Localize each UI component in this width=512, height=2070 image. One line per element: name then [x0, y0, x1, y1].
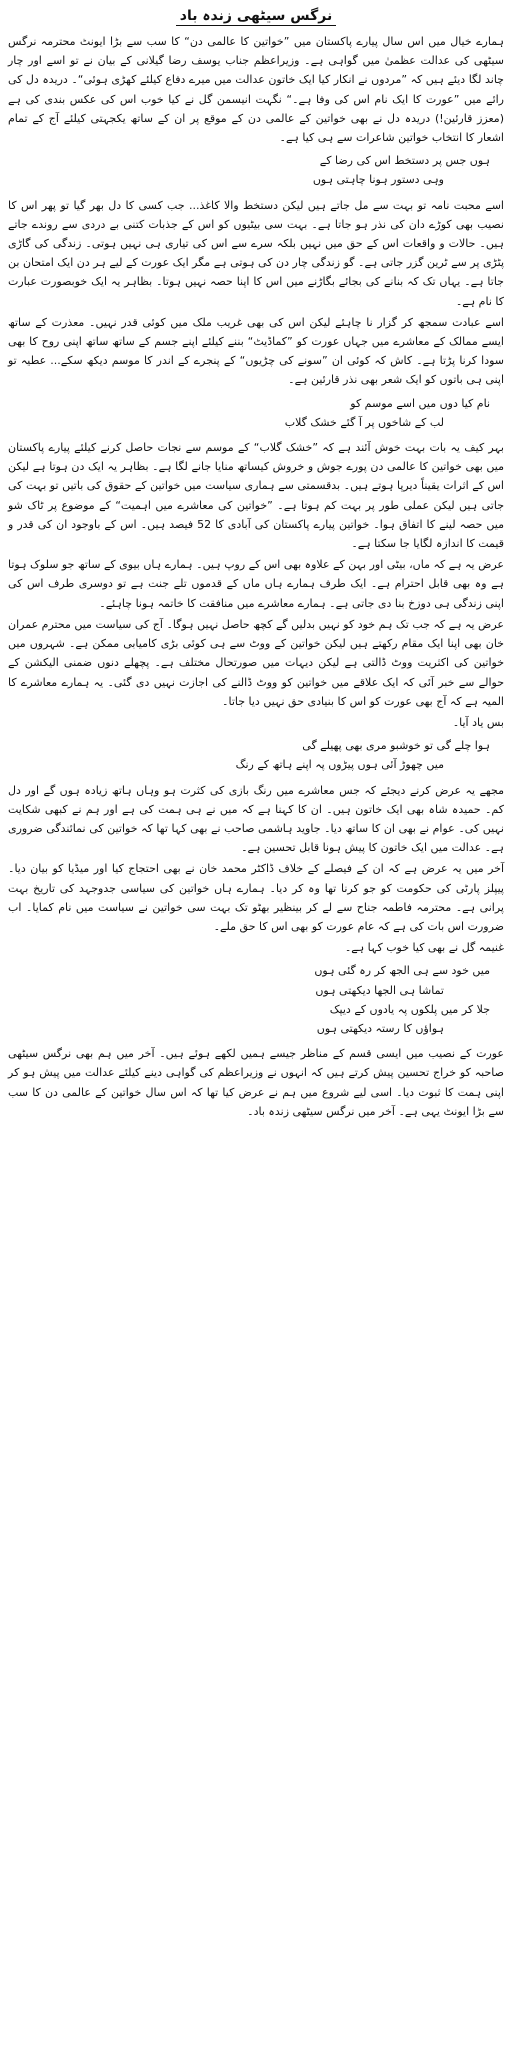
verse-1	[8, 151, 504, 189]
paragraph-4: بہر کیف یہ بات بہت خوش آئند ہے کہ ”خشک گلاب“ کے موسم سے نجات حاصل کرنے کیلئے پیارے پاکستان میں بھی خواتین کا عالمی دن پورے جوش و خروش کیساتھ منایا جانے لگا ہے۔ بظاہر یہ ایک دن ہوتا ہے لیکن اس کے اثرات یقیناً دیرپا ہوتے ہیں۔ بدقسمتی سے ہماری سیاست میں خواتین کے حقوق کی باتیں تو بہت کی جاتی ہیں لیکن عملی طور پر بہت کم ہوتا ہے۔ ”خواتین کی معاشرے میں اہمیت“ کے موضوع پر ٹاک شو میں حصہ لینے کا اتفاق ہوا۔ خواتین پیارے پاکستان کی آبادی کا 52 فیصد ہیں۔ اس کے باوجود ان کی قدر و قیمت کا اندازہ لگایا جا سکتا ہے۔	[8, 441, 504, 551]
paragraph-1: ہمارے خیال میں اس سال پیارے پاکستان میں ”خواتین کا عالمی دن“ کا سب سے بڑا ایونٹ محترمہ نرگس سیٹھی کی عدالت عظمیٰ میں گواہی ہے۔ وزیراعظم جناب یوسف رضا گیلانی کے بیان نے تو اسے اور چار چاند لگا دیئے ہیں کہ ”مردوں نے انکار کیا ایک خاتون عدالت میں میرے دفاع کیلئے کھڑی ہوئی“۔ دریدہ دل کی رائے میں ”عورت کا ایک نام اس کی وفا ہے۔“ نگہت انیسمن گل نے کیا خوب اس کی عکس بندی کی ہے (معزز قارئین!) دریدہ دل نے بھی خواتین کے عالمی دن کے موقع پر ان کے ساتھ یکجہتی کیلئے آج کے تمام اشعار کا انتخاب خواتین شاعرات سے ہی کیا ہے۔	[8, 35, 504, 145]
article-title	[8, 6, 504, 26]
article-title-text: نرگس سیٹھی زندہ باد	[176, 8, 336, 26]
verse-4	[8, 961, 504, 1038]
extra-line-1: بس یاد آیا۔	[452, 715, 504, 729]
paragraph-2: اسے محبت نامہ تو بہت سے مل جاتے ہیں لیکن دستخط والا کاغذ... جب کسی کا دل بھر گیا تو پھر اس کا نصیب بھی کوڑے دان کی نذر ہو جاتا ہے۔ بہت سی بیٹیوں کو اس کے جذبات کتنی بے دردی سے روندے جاتے ہیں۔ حالات و واقعات اس کے حق میں نہیں بلکہ سرے سے اس کی تیاری ہی نہیں ہوتی۔ زندگی کی گاڑی پٹڑی پر سے ٹرین گزر جاتی ہے۔ گو زندگی چار دن کی ہوتی ہے مگر ایک عورت کے لیے ہر دن ایک امتحان بن جاتا ہے۔ یہاں تک کہ بنانے کی بجائے بگاڑنے میں اس کا اپنا حصہ نہیں ہوتا۔ بظاہر یہ ایک خوبصورت عبارت کا نام ہے۔	[8, 198, 504, 308]
verse-2	[8, 394, 504, 432]
verse-line: ہوں جس پر دستخط اس کی رضا کے	[319, 154, 490, 168]
paragraph-5: عرض یہ ہے کہ ماں، بیٹی اور بہن کے علاوہ بھی اس کے روپ ہیں۔ ہمارے ہاں بیوی کے ساتھ جو سلوک ہوتا ہے وہ بھی قابل احترام ہے۔ ایک طرف ہمارے ہاں ماں کے قدموں تلے جنت ہے تو دوسری طرف اس کی اپنی زندگی ہی دوزخ بنا دی جاتی ہے۔ ہمارے معاشرے میں منافقت کا خاتمہ ہونا چاہئے۔	[8, 558, 504, 610]
verse-line: ہواؤں کا رستہ دیکھتی ہوں	[316, 1021, 444, 1035]
verse-line: تماشا ہی الجھا دیکھتی ہوں	[315, 983, 444, 997]
verse-line: وہی دستور ہونا چاہتی ہوں	[312, 173, 444, 187]
extra-line-2: غنیمہ گل نے بھی کیا خوب کہا ہے۔	[344, 941, 504, 955]
verse-3	[8, 736, 504, 774]
paragraph-6: عرض یہ ہے کہ جب تک ہم خود کو نہیں بدلیں گے کچھ حاصل نہیں ہوگا۔ آج کی سیاست میں محترم عمران خان بھی اپنا ایک مقام رکھتے ہیں لیکن خواتین کے ووٹ سے ہی کوئی بڑی کامیابی ممکن ہے۔ شہروں میں خواتین کی اکثریت ووٹ ڈالتی ہے لیکن دیہات میں صورتحال مختلف ہے۔ پچھلے دنوں ضمنی الیکشن کے حوالے سے خبر آئی کہ ایک علاقے میں خواتین کو ووٹ ڈالنے کی اجازت نہیں دی گئی۔ یہ ہمارے معاشرے کا المیہ ہے کہ آج بھی عورت کو اس کا بنیادی حق نہیں دیا جاتا۔	[8, 617, 504, 708]
paragraph-3: اسے عبادت سمجھ کر گزار نا چاہئے لیکن اس کی بھی غریب ملک میں کوئی قدر نہیں۔ معذرت کے ساتھ ایسے ممالک کے معاشرے میں جہاں عورت کو ”کماڈیٹ“ بننے کیلئے اپنے جسم کے ساتھ ساتھ اپنی روح کا بھی سودا کرنا پڑتا ہے۔ کاش کہ کوئی ان ”سونے کی چڑیوں“ کے پنجرے کے اندر کا موسم دیکھ سکے... عطیہ تو اپنی ہی باتوں کو ایک شعر بھی نذر قارئین ہے۔	[8, 315, 504, 387]
verse-line: ہوا چلے گی تو خوشبو مری بھی پھیلے گی	[302, 739, 490, 753]
paragraph-9: عورت کے نصیب میں ایسی قسم کے مناظر جیسے ہمیں لکھے ہوئے ہیں۔ آخر میں ہم بھی نرگس سیٹھی صاحبہ کو خراج تحسین پیش کرتے ہیں کہ انہوں نے وزیراعظم کی گواہی دینے کیلئے عدالت میں پیش ہو کر اپنی ہمت کا ثبوت دیا۔ اسی لیے شروع میں ہم نے عرض کیا تھا کہ اس سال خواتین کے عالمی دن کا سب سے بڑا ایونٹ یہی ہے۔ آخر میں نرگس سیٹھی زندہ باد۔	[8, 1047, 504, 1118]
verse-line: لب کے شاخوں پر آ گئے خشک گلاب	[284, 415, 444, 429]
paragraph-7: مجھے یہ عرض کرنے دیجئے کہ جس معاشرے میں رنگ بازی کی کثرت ہو وہاں ہاتھ زیادہ ہوں گے اور دل کم۔ حمیدہ شاہ بھی ایک خاتون ہیں۔ ان کا کہنا ہے کہ میں نے ہی ہمت کی ہے اور ہم نے کبھی شکایت نہیں کی۔ عوام نے بھی ان کا ساتھ دیا۔ جاوید ہاشمی صاحب نے بھی کہا تھا کہ خواتین کی نمائندگی ضروری ہے۔ عدالت میں ایک خاتون کا پیش ہونا قابل تحسین ہے۔	[8, 783, 504, 855]
verse-line: نام کیا دوں میں اسے موسم کو	[350, 396, 490, 410]
paragraph-8: آخر میں یہ عرض ہے کہ ان کے فیصلے کے خلاف ڈاکٹر محمد خان نے بھی احتجاج کیا اور میڈیا کو بیان دیا۔ پیپلز پارٹی کی حکومت کو جو کرنا تھا وہ کر دیا۔ ہمارے ہاں خواتین کی سیاسی جدوجہد کی تاریخ بہت پرانی ہے۔ محترمہ فاطمہ جناح سے لے کر بینظیر بھٹو تک بہت سی خواتین نے سیاست میں نام کمایا۔ اب ضرورت اس بات کی ہے کہ عام عورت کو بھی اس کا حق ملے۔	[8, 862, 504, 933]
verse-line: جلا کر میں پلکوں پہ یادوں کے دیپک	[329, 1002, 490, 1016]
verse-line: میں چھوڑ آئی ہوں پیڑوں پہ اپنے ہاتھ کے رنگ	[235, 758, 444, 772]
verse-line: میں خود سے ہی الجھ کر رہ گئی ہوں	[314, 964, 490, 978]
